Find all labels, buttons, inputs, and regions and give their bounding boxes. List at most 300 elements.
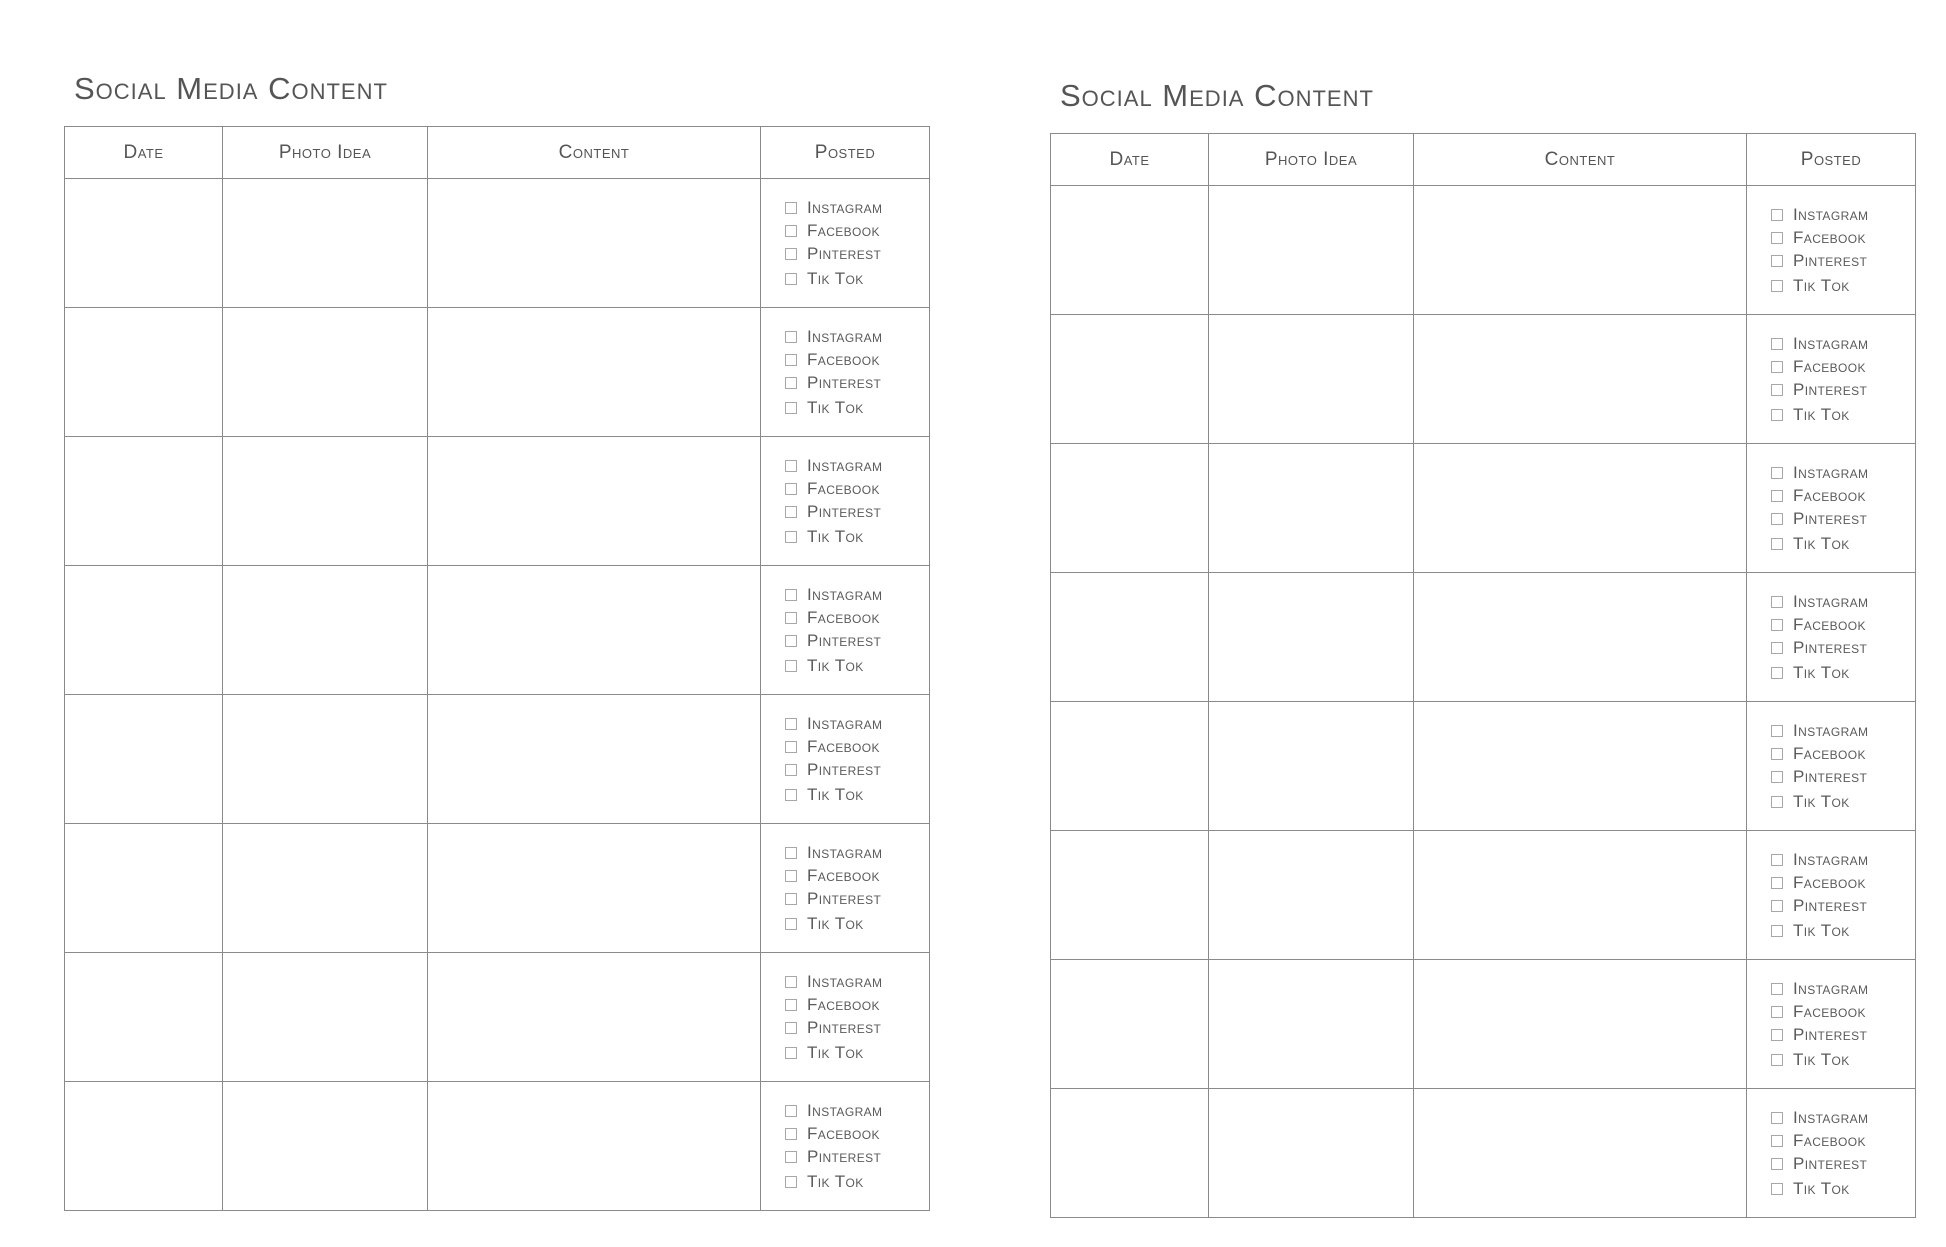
platform-label: Facebook xyxy=(807,220,880,240)
platform-label: Pinterest xyxy=(807,1146,882,1166)
platform-checklist xyxy=(1747,444,1915,555)
platform-label: Tik Tok xyxy=(1793,1178,1850,1198)
date-cell[interactable] xyxy=(1051,573,1209,702)
posted-cell xyxy=(761,308,930,437)
platform-option-pinterest[interactable] xyxy=(1771,378,1915,401)
date-cell[interactable] xyxy=(65,179,223,308)
photo-idea-cell[interactable] xyxy=(223,437,428,566)
platform-checklist xyxy=(761,308,929,419)
platform-label: Instagram xyxy=(1793,204,1869,224)
content-cell[interactable] xyxy=(428,824,761,953)
platform-label: Pinterest xyxy=(1793,766,1868,786)
content-cell[interactable] xyxy=(1414,444,1747,573)
checkbox-icon[interactable] xyxy=(785,635,797,647)
platform-option-pinterest[interactable] xyxy=(785,629,929,652)
platform-label: Pinterest xyxy=(1793,895,1868,915)
photo-idea-cell[interactable] xyxy=(223,308,428,437)
platform-label: Tik Tok xyxy=(1793,404,1850,424)
platform-option-facebook[interactable] xyxy=(785,477,929,500)
checkbox-icon[interactable] xyxy=(785,918,797,930)
platform-option-instagram[interactable] xyxy=(1771,719,1915,742)
posted-cell xyxy=(1747,444,1916,573)
checkbox-icon[interactable] xyxy=(1771,642,1783,654)
platform-option-facebook[interactable] xyxy=(1771,871,1915,894)
platform-label: Pinterest xyxy=(1793,250,1868,270)
photo-idea-cell[interactable] xyxy=(1209,831,1414,960)
photo-idea-cell[interactable] xyxy=(1209,702,1414,831)
platform-label: Instagram xyxy=(1793,1107,1869,1127)
checkbox-icon[interactable] xyxy=(1771,854,1783,866)
checkbox-icon[interactable] xyxy=(1771,619,1783,631)
column-header-photo-idea: Photo Idea xyxy=(1209,134,1414,186)
checkbox-icon[interactable] xyxy=(1771,1158,1783,1170)
checkbox-icon[interactable] xyxy=(785,1128,797,1140)
platform-checklist xyxy=(761,695,929,806)
date-cell[interactable] xyxy=(65,566,223,695)
content-cell[interactable] xyxy=(428,953,761,1082)
checkbox-icon[interactable] xyxy=(1771,1029,1783,1041)
photo-idea-cell[interactable] xyxy=(1209,960,1414,1089)
content-table xyxy=(64,126,930,1211)
platform-option-instagram[interactable] xyxy=(785,970,929,993)
content-cell[interactable] xyxy=(428,1082,761,1211)
date-cell[interactable] xyxy=(65,824,223,953)
platform-option-pinterest[interactable] xyxy=(1771,636,1915,659)
table-body xyxy=(65,179,930,1211)
platform-label: Pinterest xyxy=(807,1017,882,1037)
checkbox-icon[interactable] xyxy=(785,354,797,366)
checkbox-icon[interactable] xyxy=(1771,490,1783,502)
column-header-posted: Posted xyxy=(1747,134,1916,186)
table-row xyxy=(1051,960,1916,1089)
platform-label: Tik Tok xyxy=(1793,662,1850,682)
photo-idea-cell[interactable] xyxy=(223,824,428,953)
platform-option-tik-tok[interactable] xyxy=(1771,532,1915,555)
checkbox-icon[interactable] xyxy=(1771,1135,1783,1147)
table-row xyxy=(65,824,930,953)
checkbox-icon[interactable] xyxy=(785,1105,797,1117)
platform-option-pinterest[interactable] xyxy=(1771,894,1915,917)
posted-cell xyxy=(1747,315,1916,444)
page-title: Social Media Content xyxy=(74,71,388,106)
table-row xyxy=(1051,1089,1916,1218)
platform-checklist xyxy=(761,953,929,1064)
platform-option-tik-tok[interactable] xyxy=(785,267,929,290)
platform-label: Instagram xyxy=(807,971,883,991)
content-cell[interactable] xyxy=(428,437,761,566)
platform-label: Instagram xyxy=(1793,849,1869,869)
checkbox-icon[interactable] xyxy=(1771,538,1783,550)
content-cell[interactable] xyxy=(1414,831,1747,960)
platform-label: Instagram xyxy=(1793,591,1869,611)
platform-label: Pinterest xyxy=(1793,637,1868,657)
photo-idea-cell[interactable] xyxy=(1209,1089,1414,1218)
checkbox-icon[interactable] xyxy=(1771,255,1783,267)
platform-option-instagram[interactable] xyxy=(785,583,929,606)
checkbox-icon[interactable] xyxy=(1771,467,1783,479)
posted-cell xyxy=(1747,1089,1916,1218)
checkbox-icon[interactable] xyxy=(1771,209,1783,221)
platform-label: Facebook xyxy=(807,1123,880,1143)
platform-option-pinterest[interactable] xyxy=(1771,1152,1915,1175)
checkbox-icon[interactable] xyxy=(785,741,797,753)
checkbox-icon[interactable] xyxy=(785,202,797,214)
photo-idea-cell[interactable] xyxy=(1209,444,1414,573)
checkbox-icon[interactable] xyxy=(1771,725,1783,737)
content-cell[interactable] xyxy=(428,179,761,308)
platform-label: Tik Tok xyxy=(807,784,864,804)
platform-label: Pinterest xyxy=(807,372,882,392)
platform-label: Tik Tok xyxy=(807,526,864,546)
checkbox-icon[interactable] xyxy=(785,612,797,624)
checkbox-icon[interactable] xyxy=(785,331,797,343)
platform-option-instagram[interactable] xyxy=(1771,203,1915,226)
platform-label: Facebook xyxy=(1793,614,1866,634)
platform-option-tik-tok[interactable] xyxy=(785,783,929,806)
checkbox-icon[interactable] xyxy=(785,225,797,237)
photo-idea-cell[interactable] xyxy=(223,695,428,824)
platform-option-pinterest[interactable] xyxy=(785,242,929,265)
checkbox-icon[interactable] xyxy=(785,999,797,1011)
platform-label: Facebook xyxy=(1793,743,1866,763)
checkbox-icon[interactable] xyxy=(1771,667,1783,679)
table-row xyxy=(1051,315,1916,444)
platform-checklist xyxy=(1747,831,1915,942)
table-row xyxy=(1051,186,1916,315)
platform-label: Facebook xyxy=(807,607,880,627)
posted-cell xyxy=(1747,573,1916,702)
platform-option-instagram[interactable] xyxy=(1771,1106,1915,1129)
platform-label: Facebook xyxy=(1793,485,1866,505)
platform-option-instagram[interactable] xyxy=(1771,461,1915,484)
posted-cell xyxy=(761,437,930,566)
photo-idea-cell[interactable] xyxy=(223,566,428,695)
platform-label: Instagram xyxy=(1793,462,1869,482)
date-cell[interactable] xyxy=(65,953,223,1082)
platform-option-facebook[interactable] xyxy=(785,864,929,887)
date-cell[interactable] xyxy=(1051,831,1209,960)
checkbox-icon[interactable] xyxy=(785,273,797,285)
checkbox-icon[interactable] xyxy=(785,377,797,389)
posted-cell xyxy=(761,566,930,695)
platform-label: Tik Tok xyxy=(807,397,864,417)
checkbox-icon[interactable] xyxy=(1771,596,1783,608)
platform-label: Facebook xyxy=(1793,227,1866,247)
planner-page-right xyxy=(1050,79,1920,1218)
checkbox-icon[interactable] xyxy=(1771,513,1783,525)
photo-idea-cell[interactable] xyxy=(1209,315,1414,444)
date-cell[interactable] xyxy=(1051,960,1209,1089)
platform-option-pinterest[interactable] xyxy=(785,758,929,781)
platform-checklist xyxy=(1747,1089,1915,1200)
checkbox-icon[interactable] xyxy=(785,764,797,776)
content-table xyxy=(1050,133,1916,1218)
platform-option-tik-tok[interactable] xyxy=(1771,1177,1915,1200)
platform-checklist xyxy=(761,824,929,935)
photo-idea-cell[interactable] xyxy=(223,1082,428,1211)
date-cell[interactable] xyxy=(1051,186,1209,315)
column-header-posted: Posted xyxy=(761,127,930,179)
column-header-date: Date xyxy=(1051,134,1209,186)
posted-cell xyxy=(761,1082,930,1211)
table-row xyxy=(65,308,930,437)
table-row xyxy=(65,953,930,1082)
photo-idea-cell[interactable] xyxy=(223,953,428,1082)
posted-cell xyxy=(761,953,930,1082)
platform-label: Pinterest xyxy=(807,501,882,521)
checkbox-icon[interactable] xyxy=(785,483,797,495)
platform-checklist xyxy=(1747,960,1915,1071)
checkbox-icon[interactable] xyxy=(785,1151,797,1163)
checkbox-icon[interactable] xyxy=(1771,338,1783,350)
platform-option-instagram[interactable] xyxy=(785,454,929,477)
posted-cell xyxy=(1747,702,1916,831)
platform-option-instagram[interactable] xyxy=(785,1099,929,1122)
date-cell[interactable] xyxy=(65,695,223,824)
platform-label: Facebook xyxy=(807,865,880,885)
checkbox-icon[interactable] xyxy=(1771,361,1783,373)
checkbox-icon[interactable] xyxy=(785,789,797,801)
platform-option-instagram[interactable] xyxy=(1771,848,1915,871)
checkbox-icon[interactable] xyxy=(1771,1054,1783,1066)
content-cell[interactable] xyxy=(1414,315,1747,444)
platform-option-pinterest[interactable] xyxy=(785,1145,929,1168)
platform-checklist xyxy=(1747,315,1915,426)
platform-option-facebook[interactable] xyxy=(785,735,929,758)
table-row xyxy=(65,1082,930,1211)
platform-label: Facebook xyxy=(1793,872,1866,892)
table-body xyxy=(1051,186,1916,1218)
platform-option-pinterest[interactable] xyxy=(1771,249,1915,272)
platform-label: Tik Tok xyxy=(1793,791,1850,811)
platform-label: Facebook xyxy=(807,994,880,1014)
checkbox-icon[interactable] xyxy=(785,1022,797,1034)
content-cell[interactable] xyxy=(1414,702,1747,831)
date-cell[interactable] xyxy=(1051,1089,1209,1218)
platform-option-facebook[interactable] xyxy=(1771,613,1915,636)
platform-option-facebook[interactable] xyxy=(1771,1129,1915,1152)
date-cell[interactable] xyxy=(65,1082,223,1211)
date-cell[interactable] xyxy=(65,437,223,566)
platform-option-tik-tok[interactable] xyxy=(1771,661,1915,684)
date-cell[interactable] xyxy=(1051,315,1209,444)
platform-label: Pinterest xyxy=(807,630,882,650)
photo-idea-cell[interactable] xyxy=(1209,573,1414,702)
checkbox-icon[interactable] xyxy=(1771,1112,1783,1124)
checkbox-icon[interactable] xyxy=(785,718,797,730)
platform-checklist xyxy=(761,1082,929,1193)
platform-label: Pinterest xyxy=(1793,1153,1868,1173)
platform-option-tik-tok[interactable] xyxy=(1771,403,1915,426)
date-cell[interactable] xyxy=(1051,702,1209,831)
checkbox-icon[interactable] xyxy=(1771,771,1783,783)
header-row xyxy=(1051,134,1916,186)
platform-option-facebook[interactable] xyxy=(1771,484,1915,507)
table-row xyxy=(65,695,930,824)
platform-option-tik-tok[interactable] xyxy=(785,525,929,548)
platform-label: Tik Tok xyxy=(807,1042,864,1062)
platform-label: Pinterest xyxy=(807,243,882,263)
content-cell[interactable] xyxy=(428,308,761,437)
content-cell[interactable] xyxy=(1414,573,1747,702)
checkbox-icon[interactable] xyxy=(1771,925,1783,937)
platform-checklist xyxy=(1747,573,1915,684)
checkbox-icon[interactable] xyxy=(1771,983,1783,995)
date-cell[interactable] xyxy=(65,308,223,437)
column-header-photo-idea: Photo Idea xyxy=(223,127,428,179)
platform-label: Pinterest xyxy=(1793,508,1868,528)
posted-cell xyxy=(761,824,930,953)
platform-option-tik-tok[interactable] xyxy=(1771,1048,1915,1071)
checkbox-icon[interactable] xyxy=(1771,877,1783,889)
platform-checklist xyxy=(1747,702,1915,813)
checkbox-icon[interactable] xyxy=(1771,796,1783,808)
checkbox-icon[interactable] xyxy=(1771,1006,1783,1018)
content-cell[interactable] xyxy=(428,566,761,695)
checkbox-icon[interactable] xyxy=(1771,900,1783,912)
platform-label: Instagram xyxy=(1793,978,1869,998)
checkbox-icon[interactable] xyxy=(1771,384,1783,396)
table-row xyxy=(1051,831,1916,960)
table-row xyxy=(65,566,930,695)
content-cell[interactable] xyxy=(1414,960,1747,1089)
platform-label: Facebook xyxy=(1793,1130,1866,1150)
platform-label: Facebook xyxy=(1793,1001,1866,1021)
table-row xyxy=(1051,444,1916,573)
content-cell[interactable] xyxy=(428,695,761,824)
platform-label: Facebook xyxy=(1793,356,1866,376)
platform-label: Instagram xyxy=(807,584,883,604)
checkbox-icon[interactable] xyxy=(785,506,797,518)
platform-option-pinterest[interactable] xyxy=(1771,765,1915,788)
posted-cell xyxy=(1747,186,1916,315)
checkbox-icon[interactable] xyxy=(785,976,797,988)
platform-option-instagram[interactable] xyxy=(785,196,929,219)
platform-option-facebook[interactable] xyxy=(1771,1000,1915,1023)
header-row xyxy=(65,127,930,179)
platform-checklist xyxy=(761,437,929,548)
posted-cell xyxy=(1747,831,1916,960)
platform-option-tik-tok[interactable] xyxy=(785,912,929,935)
platform-checklist xyxy=(761,179,929,290)
platform-option-pinterest[interactable] xyxy=(785,500,929,523)
platform-option-instagram[interactable] xyxy=(1771,332,1915,355)
platform-checklist xyxy=(761,566,929,677)
table-row xyxy=(65,437,930,566)
platform-option-instagram[interactable] xyxy=(1771,590,1915,613)
checkbox-icon[interactable] xyxy=(785,847,797,859)
platform-label: Facebook xyxy=(807,736,880,756)
platform-option-instagram[interactable] xyxy=(1771,977,1915,1000)
checkbox-icon[interactable] xyxy=(1771,1183,1783,1195)
posted-cell xyxy=(761,695,930,824)
column-header-date: Date xyxy=(65,127,223,179)
platform-label: Tik Tok xyxy=(807,268,864,288)
platform-option-facebook[interactable] xyxy=(1771,742,1915,765)
platform-option-tik-tok[interactable] xyxy=(785,654,929,677)
platform-label: Tik Tok xyxy=(1793,920,1850,940)
platform-option-facebook[interactable] xyxy=(785,1122,929,1145)
platform-label: Tik Tok xyxy=(807,1171,864,1191)
checkbox-icon[interactable] xyxy=(1771,232,1783,244)
content-cell[interactable] xyxy=(1414,186,1747,315)
photo-idea-cell[interactable] xyxy=(1209,186,1414,315)
platform-label: Instagram xyxy=(807,713,883,733)
checkbox-icon[interactable] xyxy=(785,1176,797,1188)
platform-label: Pinterest xyxy=(807,888,882,908)
column-header-content: Content xyxy=(1414,134,1747,186)
platform-option-facebook[interactable] xyxy=(1771,226,1915,249)
platform-label: Facebook xyxy=(807,478,880,498)
platform-label: Tik Tok xyxy=(1793,1049,1850,1069)
checkbox-icon[interactable] xyxy=(785,1047,797,1059)
platform-label: Instagram xyxy=(807,197,883,217)
platform-option-pinterest[interactable] xyxy=(785,887,929,910)
platform-label: Instagram xyxy=(1793,333,1869,353)
platform-option-tik-tok[interactable] xyxy=(1771,919,1915,942)
checkbox-icon[interactable] xyxy=(785,531,797,543)
planner-page-left xyxy=(64,72,934,1211)
platform-label: Tik Tok xyxy=(807,655,864,675)
checkbox-icon[interactable] xyxy=(1771,748,1783,760)
platform-checklist xyxy=(1747,186,1915,297)
platform-option-facebook[interactable] xyxy=(785,348,929,371)
platform-option-facebook[interactable] xyxy=(785,219,929,242)
platform-option-facebook[interactable] xyxy=(785,993,929,1016)
checkbox-icon[interactable] xyxy=(785,870,797,882)
checkbox-icon[interactable] xyxy=(785,248,797,260)
checkbox-icon[interactable] xyxy=(785,402,797,414)
platform-option-pinterest[interactable] xyxy=(785,1016,929,1039)
platform-option-pinterest[interactable] xyxy=(785,371,929,394)
platform-option-instagram[interactable] xyxy=(785,841,929,864)
platform-option-facebook[interactable] xyxy=(785,606,929,629)
platform-option-tik-tok[interactable] xyxy=(785,1170,929,1193)
content-cell[interactable] xyxy=(1414,1089,1747,1218)
platform-label: Instagram xyxy=(1793,720,1869,740)
platform-option-pinterest[interactable] xyxy=(1771,1023,1915,1046)
platform-option-pinterest[interactable] xyxy=(1771,507,1915,530)
column-header-content: Content xyxy=(428,127,761,179)
platform-label: Facebook xyxy=(807,349,880,369)
posted-cell xyxy=(761,179,930,308)
platform-label: Tik Tok xyxy=(1793,275,1850,295)
checkbox-icon[interactable] xyxy=(785,893,797,905)
platform-option-tik-tok[interactable] xyxy=(1771,790,1915,813)
photo-idea-cell[interactable] xyxy=(223,179,428,308)
date-cell[interactable] xyxy=(1051,444,1209,573)
platform-option-tik-tok[interactable] xyxy=(785,396,929,419)
page-title: Social Media Content xyxy=(1060,78,1374,113)
platform-option-instagram[interactable] xyxy=(785,325,929,348)
checkbox-icon[interactable] xyxy=(785,589,797,601)
platform-label: Instagram xyxy=(807,326,883,346)
platform-option-instagram[interactable] xyxy=(785,712,929,735)
platform-option-facebook[interactable] xyxy=(1771,355,1915,378)
checkbox-icon[interactable] xyxy=(785,460,797,472)
platform-label: Pinterest xyxy=(807,759,882,779)
checkbox-icon[interactable] xyxy=(785,660,797,672)
checkbox-icon[interactable] xyxy=(1771,409,1783,421)
platform-label: Instagram xyxy=(807,1100,883,1120)
platform-option-tik-tok[interactable] xyxy=(1771,274,1915,297)
platform-option-tik-tok[interactable] xyxy=(785,1041,929,1064)
platform-label: Pinterest xyxy=(1793,379,1868,399)
checkbox-icon[interactable] xyxy=(1771,280,1783,292)
platform-label: Instagram xyxy=(807,842,883,862)
platform-label: Pinterest xyxy=(1793,1024,1868,1044)
table-row xyxy=(65,179,930,308)
